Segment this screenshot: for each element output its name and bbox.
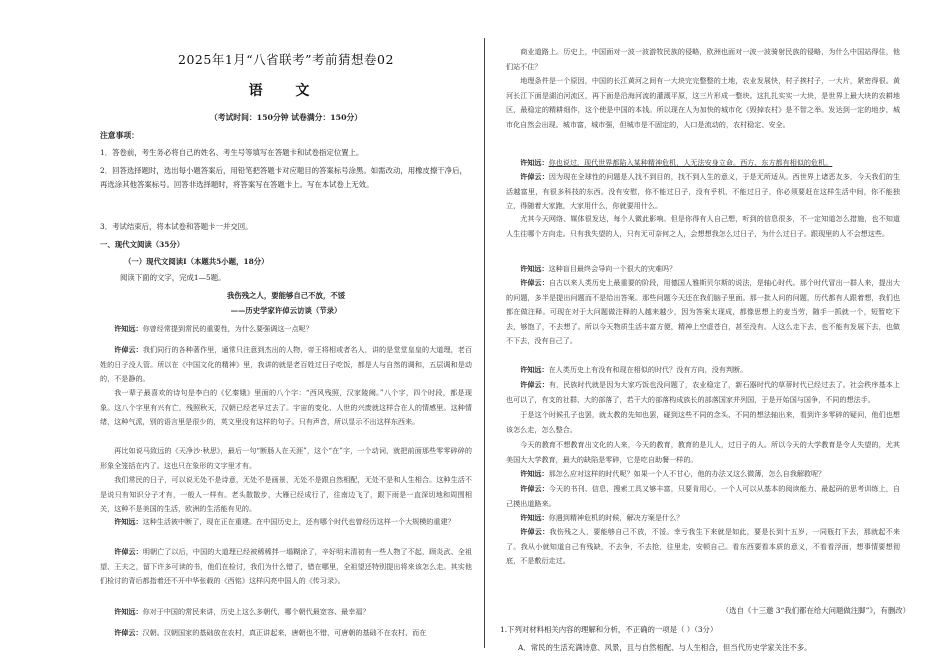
paragraph-text: 因为现在全球性的问题是人找不到目的，找不到人生的意义，于是无所适从。西世界上诸恶友多，今天我们的生活越富里，有很多科技的东西。没有安慰，你不能过日子，没有乎机，不能过日子，你必须要赶在这样生活中间，你不能独立，得随着大家跑，大家用什么，你就要用什么。 — [506, 172, 900, 210]
article-paragraph — [506, 482, 900, 512]
article-paragraph — [100, 626, 472, 656]
speaker-label: 许知远： — [114, 324, 143, 333]
subject-title: 语 文 — [248, 83, 324, 99]
article-title: 我伤残之人，要能够自己不放，不馁 — [226, 291, 346, 300]
paragraph-text: 你曾经常提到常民的重要性，为什么要强调这一点呢？ — [142, 324, 313, 333]
article-paragraph — [506, 45, 900, 75]
paragraph-text: 我一辈子最喜欢的诗句是李白的《忆秦娥》里面的八个字：“西风残照，汉家陵阙。”八个字，四个时段，都是现象。这八个字里有兴有亡，残照秋天，汉朝已经老早过去了。宇宙的变化、人世的兴废就这样合在人的情感里。这种情绪，这种气派，别的语言里是很少的，英文里没有这样的句子。只有声音，所以显示不出这样东西来。 — [100, 388, 472, 426]
paragraph-text: 我们同行的各种著作里，通常只注意到杰出的人物，帝王将相或者名人，讲的是堂堂皇皇的大道理，老百姓的日子没人管。所以在《中国文化的精神》里，我讲的就是老百姓过日子吃饭，都是人与自然的调和，五层调和是动的，不是静的。 — [100, 345, 472, 383]
source-note: （选自《十三邀 3“我们都在给大问题做注脚”》，有删改） — [721, 606, 910, 615]
paragraph-text: 我们常民的日子，可以说无处不是诗意，无处不是画景，无处不是跟自然相配，无处不是和人生相合。这种生活不是说只有知识分子才有，一般人一样有。老头散散步，大雁已经成行了，往南边飞了，跟下雨是一直深切地和周围相关，这种不是美国的生活，欧洲的生活能有见的。 — [100, 475, 472, 513]
article-paragraph — [506, 262, 900, 277]
speaker-label: 许倬云： — [520, 278, 549, 287]
article-paragraph — [506, 438, 900, 468]
speaker-label: 许倬云： — [520, 484, 549, 493]
article-paragraph — [100, 343, 472, 387]
article-subtitle: ——历史学家许倬云访谈（节录） — [230, 306, 342, 315]
article-paragraph — [100, 444, 472, 473]
paragraph-text: 自古以来人类历史上最重要的阶段，用德国人雅斯贝尔斯的说法，是轴心时代。那个时代冒出一群人来，提出大的问题，多半是提出问题而不是给出答案。那些问题今天还在我们脑子里面。那一批人问的问题，历代都有人跟着想，我们也都在做注释。可现在对于大问题做注释的人越来越少，因为答案太现成，都像思想上的麦当劳，随手一抓就一个，短暂吃下去，够饱了，不去想了。所以今天物质生活丰富方便，精神上空虚苍白，甚至没有。人这么走下去，也不能有发展下去，也做不下去，没有自己了。 — [506, 278, 900, 345]
article-paragraph — [506, 276, 900, 362]
article-paragraph — [506, 74, 900, 160]
notice-item-3: 3．考试结束后，将本试卷和答题卡一并交回。 — [100, 222, 253, 231]
article-paragraph — [506, 170, 900, 214]
paragraph-text: 你也说过，现代世界都陷入某种精神危机，人无法安身立命。西方、东方都有相似的危机。 — [548, 158, 833, 167]
paragraph-text: 你对于中国的常民来讲，历史上这么多朝代，哪个朝代最宽容、最幸福？ — [142, 607, 370, 616]
speaker-label: 许倬云： — [520, 527, 550, 536]
article-paragraph — [100, 386, 472, 444]
speaker-label: 许倬云： — [114, 345, 143, 354]
paragraph-text: 在人类历史上有没有和现在相似的时代？没有方向，没有判断。 — [548, 365, 748, 374]
article-paragraph — [506, 511, 900, 526]
paragraph-text: 于是这个时候孔子也罢，就太教的先知也罢，碰到这些不同的念头、不同的想法轴出来，看到许多零碎的疑问，他们也想该怎么走，怎么整合。 — [506, 410, 900, 434]
section-heading: 一、现代文阅读（35分） — [100, 240, 185, 249]
article-paragraph — [506, 212, 900, 256]
paragraph-text: 明朝亡了以后，中国的大道理已经被稀稀拌一塌糊涂了，辛好明末清初有一些人物了不起，顾炎武、全祖望、王夫之，留下许多可读的书，他们在检讨，我们为什么错了，错在哪里，全祖望还特别提出将来该怎么走。其实他们检讨的背后都指着还不开中华张载的《西铭》这样闪亮中国人的《传习录》。 — [100, 547, 472, 585]
article-paragraph — [100, 605, 472, 621]
speaker-label: 许知远： — [114, 517, 143, 526]
speaker-label: 许倬云： — [114, 547, 143, 556]
exam-title: 2025年1月“八省联考”考前猜想卷02 — [178, 52, 394, 67]
paragraph-text: 再比如说马致远的《天净沙·秋思》，最后一句“断肠人在天涯”，这个“在”字，一个动词，就把前面那些零零碎碎的形象全笼括在内了。这也只在象形的文字里才有。 — [100, 446, 472, 470]
speaker-label: 许知远： — [520, 365, 549, 374]
paragraph-text: 商业道路上。历史上，中国面对一波一波游牧民族的侵略，欧洲也面对一波一波骑射民族的侵略，为什么中国站得住，他们站不住？ — [506, 47, 900, 71]
speaker-label: 许倬云： — [520, 172, 549, 181]
question-1-stem: 1.下列对材料相关内容的理解和分析，不正确的一项是（ ）（3分） — [500, 625, 718, 634]
speaker-label: 许知远： — [520, 158, 549, 167]
notice-item-1: 1．答卷前，考生务必将自己的姓名、考生号等填写在答题卡和试卷指定位置上。 — [100, 148, 364, 157]
speaker-label: 许知远： — [520, 264, 549, 273]
paragraph-text: 这种生活被中断了，现在正在重建。在中国历史上，还有哪个时代也曾经历这样一个大规模的重建？ — [142, 517, 455, 526]
notice-item-2: 2．回答选择题时，选出每小题答案后，用铅笔把答题卡对应题目的答案标号涂黑。如需改动，用橡皮擦干净后，再选涂其他答案标号。回答非选择题时，将答案写在答题卡上。写在本试卷上无效。 — [100, 166, 467, 189]
article-paragraph — [100, 322, 472, 338]
paragraph-text: 尤其今天网络、媒体很发达，每个人微此影响。但是你得有人自己想，听到的信息很多，不一定知道怎么措施，也不知道人生往哪个方向走。只有我失望的人，只有无可奈何之人，会想想我怎么过日子，为什么过日子。跟现里的人不会想这些。 — [506, 214, 900, 238]
speaker-label: 许知远： — [520, 513, 549, 522]
article-paragraph — [506, 363, 900, 378]
article-paragraph — [506, 525, 900, 569]
notice-heading: 注意事项： — [100, 131, 139, 140]
paragraph-text: 汉朝。汉朝国家的基础放在农村，真正讲起来，唐朝也不错，可唐朝的基础不在农村，而在 — [142, 628, 427, 637]
article-paragraph — [100, 473, 472, 517]
paragraph-text: 你遇到精神危机的时候，解决方案是什么？ — [548, 513, 684, 522]
speaker-label: 许知远： — [114, 607, 143, 616]
speaker-label: 许倬云： — [520, 380, 549, 389]
paragraph-text: 今天的书刊、信息，搜索工具又够丰富，只要肯用心，一个人可以从基本的阅读能力、最起码的思考训练上，自己摸出道路来。 — [506, 484, 900, 508]
article-paragraph — [506, 156, 900, 171]
article-paragraph — [506, 467, 900, 482]
exam-info: （考试时间：150分钟 试卷满分：150分） — [209, 113, 363, 122]
article-paragraph — [506, 408, 900, 438]
paragraph-text: 有，民族时代就是因为大家巧饭也没问题了，农业稳定了，新石器时代的草蒂时代已经过去了。社会秩序基本上也可以了，有支的社群、大的部落了，若干大的部落构成族长的部落国家并列国，于是开始国与国争，不同的想法手。 — [506, 380, 900, 404]
paragraph-text: 我伤残之人，要能够自己不放，不馁。幸亏我生下来就是如此，要是长到十五岁，一同瓶打下去，那就起不来了。我从小就知道自己有残缺，不去争，不去抢，往里走，安顿自己。看东西要看本质的意义，不看看浮面，想事情要想彻底，不是敷衍走过。 — [506, 527, 900, 565]
column-divider — [484, 38, 485, 648]
question-1-option-a: A．常民的生活充满诗意、风景，且与自然相配、与人生相合，但当代历史学家关注不多。 — [518, 643, 812, 652]
paragraph-text: 地理条件是一个原因，中国的长江黄河之间有一大块完完整整的土地，农业发展快，村子挨村子，一大片，紧密得很。黄河长江下面是湖泊河流区，再下面是沿海河流的灌溉平原，这三片形成一整块。这扎扎实实一大块，是世界上最大块的农耕地区，最稳定的精耕细作，这个使是中国的本钱。所以现在人为加快的城市化《毁掉农村》是不智之举。发达到一定的地步，城市化自然会出现。城市富，城市强，但城市是不固定的，人口是流动的，农村稳定、安全。 — [506, 76, 900, 129]
article-paragraph — [100, 515, 472, 545]
paragraph-text: 今天的教育不想教育出文化的人来，今天的教育，教育的是儿人，过日子的人。所以今天的大学教育是令人失望的，尤其美国大大学教育，最大的缺陷是零碎，它是吃自助餐一样的。 — [506, 440, 900, 464]
speaker-label: 许知远： — [520, 469, 549, 478]
reading-instruction: 阅读下面的文字，完成1—5题。 — [120, 273, 226, 282]
article-paragraph — [506, 378, 900, 408]
paragraph-text: 那怎么应对这样的时代呢？如果一个人不甘心，他的办法又这么微薄，怎么自我解救呢？ — [548, 469, 826, 478]
paragraph-text: 这种盲目最终会导向一个很大的灾难吗？ — [548, 264, 677, 273]
sub-section-heading: （一）现代文阅读Ⅰ（本题共5小题，18分） — [124, 257, 269, 266]
speaker-label: 许倬云： — [114, 628, 143, 637]
article-paragraph — [100, 545, 472, 603]
